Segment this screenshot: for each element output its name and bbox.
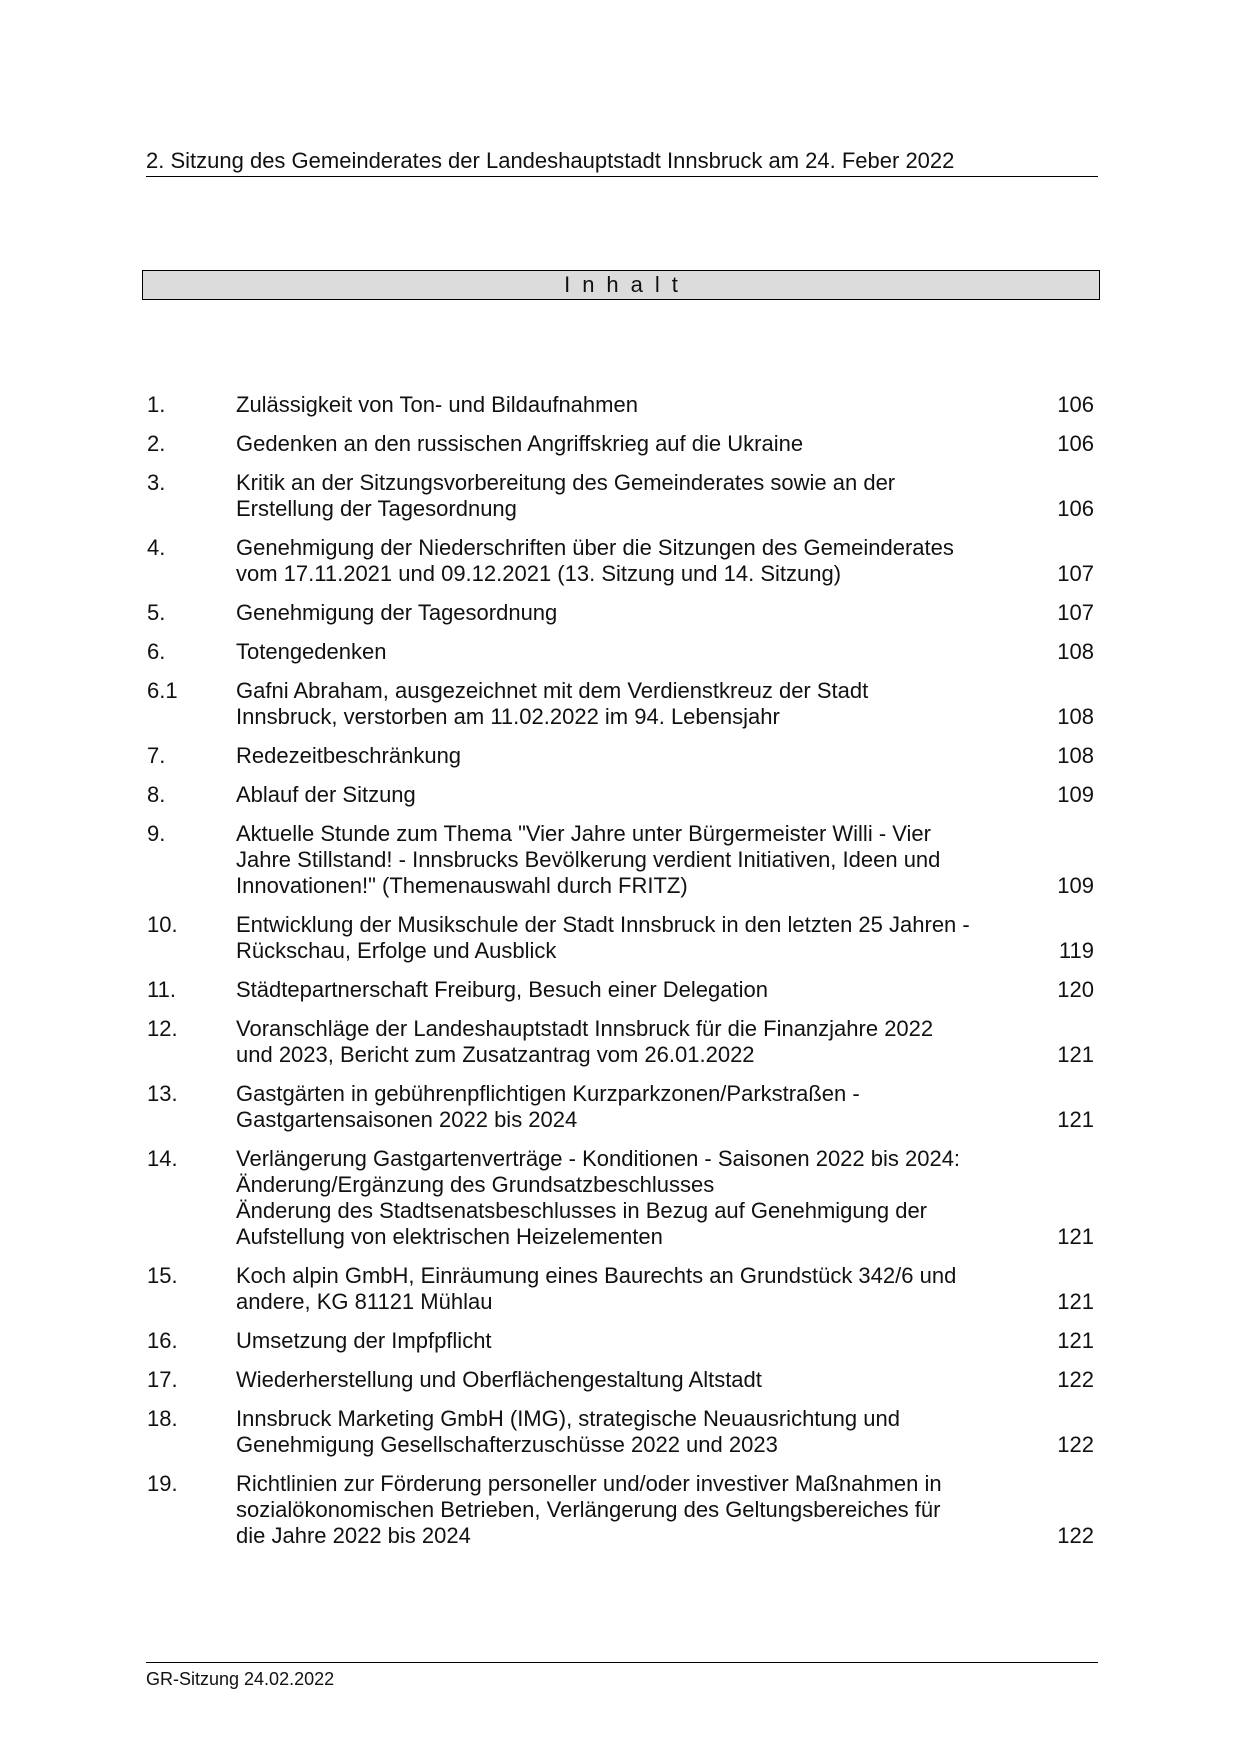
toc-entry [147,1367,1094,1393]
toc-entry-title [236,1406,1034,1458]
toc-entry [147,1471,1094,1549]
toc-entry-title-line: Redezeitbeschränkung [236,743,462,768]
toc-entry-title [236,782,1034,808]
toc-entry [147,912,1094,964]
toc-entry-title-line: Umsetzung der Impfpflicht [236,1328,492,1353]
toc-entry-title-line: Änderung des Stadtsenatsbeschlusses in Bezug auf Genehmigung der [236,1198,928,1223]
toc-entry-number: 11. [147,977,176,1002]
toc-entry-page: 122 [1057,1432,1094,1457]
toc-entry-title-line: vom 17.11.2021 und 09.12.2021 (13. Sitzung und 14. Sitzung) [236,561,842,586]
toc-entry-title-line: Genehmigung der Niederschriften über die Sitzungen des Gemeinderates [236,535,954,560]
toc-entry-title [236,743,1034,769]
toc-entry-title-line: Innovationen!" (Themenauswahl durch FRITZ) [236,873,688,898]
toc-entry-page: 122 [1057,1367,1094,1392]
toc-entry-number: 2. [147,431,166,456]
toc-entry [147,431,1094,457]
toc-entry-page: 121 [1057,1328,1094,1353]
toc-entry-number: 6.1 [147,678,178,703]
toc-entry [147,1328,1094,1354]
toc-entry-title-line: Gastgartensaisonen 2022 bis 2024 [236,1107,578,1132]
toc-entry-title-line: Gastgärten in gebührenpflichtigen Kurzparkzonen/Parkstraßen - [236,1081,860,1106]
toc-entry-title-line: Innsbruck, verstorben am 11.02.2022 im 94. Lebensjahr [236,704,780,729]
toc-entry-number: 18. [147,1406,178,1431]
toc-entry-title [236,912,1034,964]
toc-entry [147,392,1094,418]
toc-entry-title [236,470,1034,522]
toc-entry-title [236,639,1034,665]
toc-entry-title [236,1328,1034,1354]
toc-entry-number: 8. [147,782,166,807]
toc-entry-number: 9. [147,821,166,846]
toc-entry-title-line: Gafni Abraham, ausgezeichnet mit dem Verdienstkreuz der Stadt [236,678,869,703]
toc-entry-page: 106 [1057,431,1094,456]
page-footer: GR-Sitzung 24.02.2022 [146,1662,1098,1690]
toc-entry-page: 106 [1057,496,1094,521]
toc-entry [147,470,1094,522]
toc-entry-number: 5. [147,600,166,625]
toc-entry [147,600,1094,626]
toc-entry-number: 15. [147,1263,178,1288]
toc-entry-page: 109 [1057,873,1094,898]
toc-entry-title [236,1016,1034,1068]
toc-entry-number: 6. [147,639,166,664]
toc-entry [147,821,1094,899]
toc-entry-title-line: Erstellung der Tagesordnung [236,496,517,521]
toc-entry-page: 108 [1057,704,1094,729]
toc-entry-title [236,1471,1034,1549]
toc-entry-number: 10. [147,912,178,937]
toc-entry [147,1406,1094,1458]
toc-entry [147,782,1094,808]
toc-entry-title [236,535,1034,587]
toc-entry-title [236,1367,1034,1393]
toc-entry-page: 121 [1057,1042,1094,1067]
toc-entry-title [236,1263,1034,1315]
toc-entry-number: 17. [147,1367,178,1392]
toc-entry-title-line: Städtepartnerschaft Freiburg, Besuch einer Delegation [236,977,768,1002]
toc-entry-page: 106 [1057,392,1094,417]
section-title-box [142,270,1100,300]
toc-entry-number: 16. [147,1328,178,1353]
toc-entry-page: 119 [1058,938,1094,963]
toc-entry-number: 7. [147,743,166,768]
table-of-contents [147,392,1094,1562]
toc-entry-page: 121 [1057,1289,1094,1314]
toc-entry-title-line: Entwicklung der Musikschule der Stadt Innsbruck in den letzten 25 Jahren - [236,912,970,937]
toc-entry [147,1146,1094,1250]
toc-entry-title [236,678,1034,730]
toc-entry-page: 108 [1057,639,1094,664]
toc-entry [147,535,1094,587]
toc-entry-title-line: Jahre Stillstand! - Innsbrucks Bevölkerung verdient Initiativen, Ideen und [236,847,941,872]
toc-entry-title-line: Genehmigung der Tagesordnung [236,600,558,625]
toc-entry-title-line: Aktuelle Stunde zum Thema "Vier Jahre unter Bürgermeister Willi - Vier [236,821,931,846]
toc-entry-title-line: sozialökonomischen Betrieben, Verlängerung des Geltungsbereiches für [236,1497,941,1522]
toc-entry-title-line: Gedenken an den russischen Angriffskrieg auf die Ukraine [236,431,804,456]
toc-entry [147,977,1094,1003]
toc-entry-number: 3. [147,470,166,495]
toc-entry-page: 120 [1057,977,1094,1002]
toc-entry-number: 4. [147,535,166,560]
toc-entry-title-line: Genehmigung Gesellschafterzuschüsse 2022 und 2023 [236,1432,778,1457]
toc-entry-number: 19. [147,1471,178,1496]
toc-entry-page: 121 [1057,1107,1094,1132]
toc-entry-title [236,392,1034,418]
toc-entry [147,1263,1094,1315]
toc-entry-title-line: Rückschau, Erfolge und Ausblick [236,938,557,963]
toc-entry-title-line: Richtlinien zur Förderung personeller und/oder investiver Maßnahmen in [236,1471,942,1496]
toc-entry-title-line: Verlängerung Gastgartenverträge - Konditionen - Saisonen 2022 bis 2024: [236,1146,961,1171]
toc-entry-title-line: andere, KG 81121 Mühlau [236,1289,493,1314]
toc-entry-title-line: Aufstellung von elektrischen Heizelementen [236,1224,663,1249]
toc-entry-title-line: Kritik an der Sitzungsvorbereitung des Gemeinderates sowie an der [236,470,896,495]
toc-entry-page: 107 [1057,561,1094,586]
toc-entry-page: 108 [1057,743,1094,768]
toc-entry-title [236,821,1034,899]
toc-entry-page: 109 [1057,782,1094,807]
toc-entry-title [236,977,1034,1003]
toc-entry-number: 13. [147,1081,178,1106]
page-header: 2. Sitzung des Gemeinderates der Landeshauptstadt Innsbruck am 24. Feber 2022 [146,148,1098,177]
toc-entry-number: 1. [147,392,166,417]
toc-entry [147,1081,1094,1133]
toc-entry-title-line: Innsbruck Marketing GmbH (IMG), strategische Neuausrichtung und [236,1406,900,1431]
toc-entry-title [236,600,1034,626]
toc-entry [147,743,1094,769]
toc-entry-number: 12. [147,1016,178,1041]
toc-entry-title-line: die Jahre 2022 bis 2024 [236,1523,471,1548]
toc-entry-title-line: Voranschläge der Landeshauptstadt Innsbruck für die Finanzjahre 2022 [236,1016,934,1041]
toc-entry-title [236,1146,1034,1250]
toc-entry [147,1016,1094,1068]
toc-entry-title-line: Totengedenken [236,639,387,664]
toc-entry-title-line: Zulässigkeit von Ton- und Bildaufnahmen [236,392,638,417]
toc-entry-page: 121 [1057,1224,1094,1249]
toc-entry-title-line: Ablauf der Sitzung [236,782,416,807]
toc-entry-number: 14. [147,1146,178,1171]
toc-entry-page: 107 [1057,600,1094,625]
toc-entry-title-line: Koch alpin GmbH, Einräumung eines Baurechts an Grundstück 342/6 und [236,1263,957,1288]
toc-entry-title-line: Änderung/Ergänzung des Grundsatzbeschlusses [236,1172,715,1197]
toc-entry-title-line: und 2023, Bericht zum Zusatzantrag vom 26.01.2022 [236,1042,755,1067]
toc-entry-title [236,1081,1034,1133]
toc-entry-page: 122 [1057,1523,1094,1548]
section-title: Inhalt [564,272,690,297]
toc-entry-title [236,431,1034,457]
toc-entry [147,639,1094,665]
toc-entry [147,678,1094,730]
toc-entry-title-line: Wiederherstellung und Oberflächengestaltung Altstadt [236,1367,762,1392]
